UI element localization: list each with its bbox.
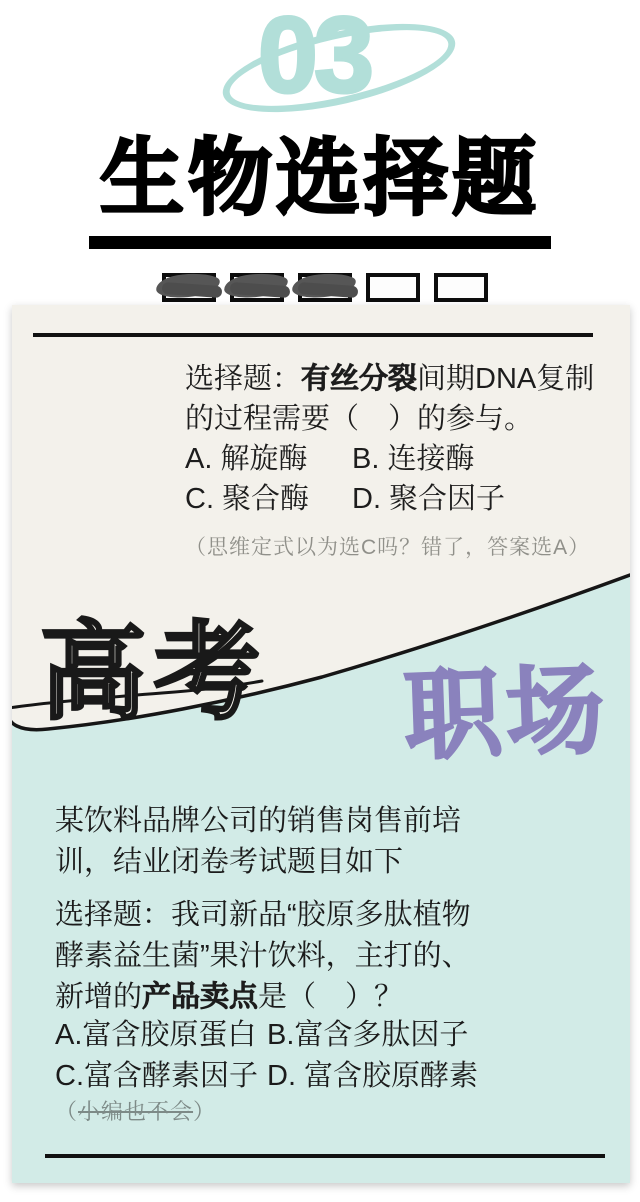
q2-option-b: B.富含多肽因子 bbox=[267, 1019, 469, 1051]
q1-line-1: 选择题：有丝分裂间期DNA复制 bbox=[185, 363, 595, 395]
q1-options-row-1 bbox=[185, 439, 615, 479]
workplace-label: 职场 bbox=[402, 654, 610, 772]
q1-option-b: B. 连接酶 bbox=[352, 443, 475, 475]
q2-note-struck-text: 小编也不会 bbox=[78, 1099, 194, 1124]
q1-option-a: A. 解旋酶 bbox=[185, 443, 308, 475]
exam-card bbox=[12, 305, 630, 1183]
q1-option-d: D. 聚合因子 bbox=[352, 483, 506, 515]
progress-box-filled bbox=[162, 273, 216, 302]
q2-option-c: C.富含酵素因子 bbox=[55, 1060, 259, 1092]
progress-box-filled bbox=[230, 273, 284, 302]
q2-options-row-2 bbox=[55, 1056, 615, 1097]
q1-line-2: 的过程需要（ ）的参与。 bbox=[185, 403, 534, 435]
title-underline bbox=[89, 236, 551, 249]
q1-options-row-2 bbox=[185, 479, 615, 519]
q2-line-2: 酵素益生菌”果汁饮料，主打的、 bbox=[55, 940, 471, 972]
q2-context-line-2: 训，结业闭卷考试题目如下 bbox=[55, 846, 404, 878]
progress-box-empty bbox=[366, 273, 420, 302]
q1-option-c: C. 聚合酶 bbox=[185, 483, 310, 515]
page-title: 生物选择题 bbox=[99, 131, 540, 225]
question-1 bbox=[185, 359, 615, 519]
q2-line-3: 新增的产品卖点是（ ）？ bbox=[55, 981, 404, 1013]
progress-box-empty bbox=[434, 273, 488, 302]
progress-indicator bbox=[162, 273, 488, 302]
q2-context bbox=[55, 801, 615, 883]
section-number: 03 bbox=[257, 0, 371, 115]
progress-box-filled bbox=[298, 273, 352, 302]
q2-options bbox=[55, 1015, 615, 1097]
gaokao-outline-label: 高考 bbox=[40, 614, 268, 732]
q2-option-a: A.富含胶原蛋白 bbox=[55, 1019, 257, 1051]
q2-option-d: D. 富含胶原酵素 bbox=[267, 1060, 479, 1092]
q2-options-row-1 bbox=[55, 1015, 615, 1056]
question-2 bbox=[55, 895, 615, 1018]
q1-hint: （思维定式以为选C吗？错了，答案选A） bbox=[185, 536, 591, 559]
q2-keyword: 产品卖点 bbox=[142, 981, 259, 1013]
q1-keyword: 有丝分裂 bbox=[301, 363, 418, 395]
divider-bottom bbox=[45, 1154, 605, 1158]
q2-line-1: 选择题：我司新品“胶原多肽植物 bbox=[55, 899, 471, 931]
q2-context-line-1: 某饮料品牌公司的销售岗售前培 bbox=[55, 805, 462, 837]
q2-note: （小编也不会） bbox=[55, 1099, 217, 1124]
